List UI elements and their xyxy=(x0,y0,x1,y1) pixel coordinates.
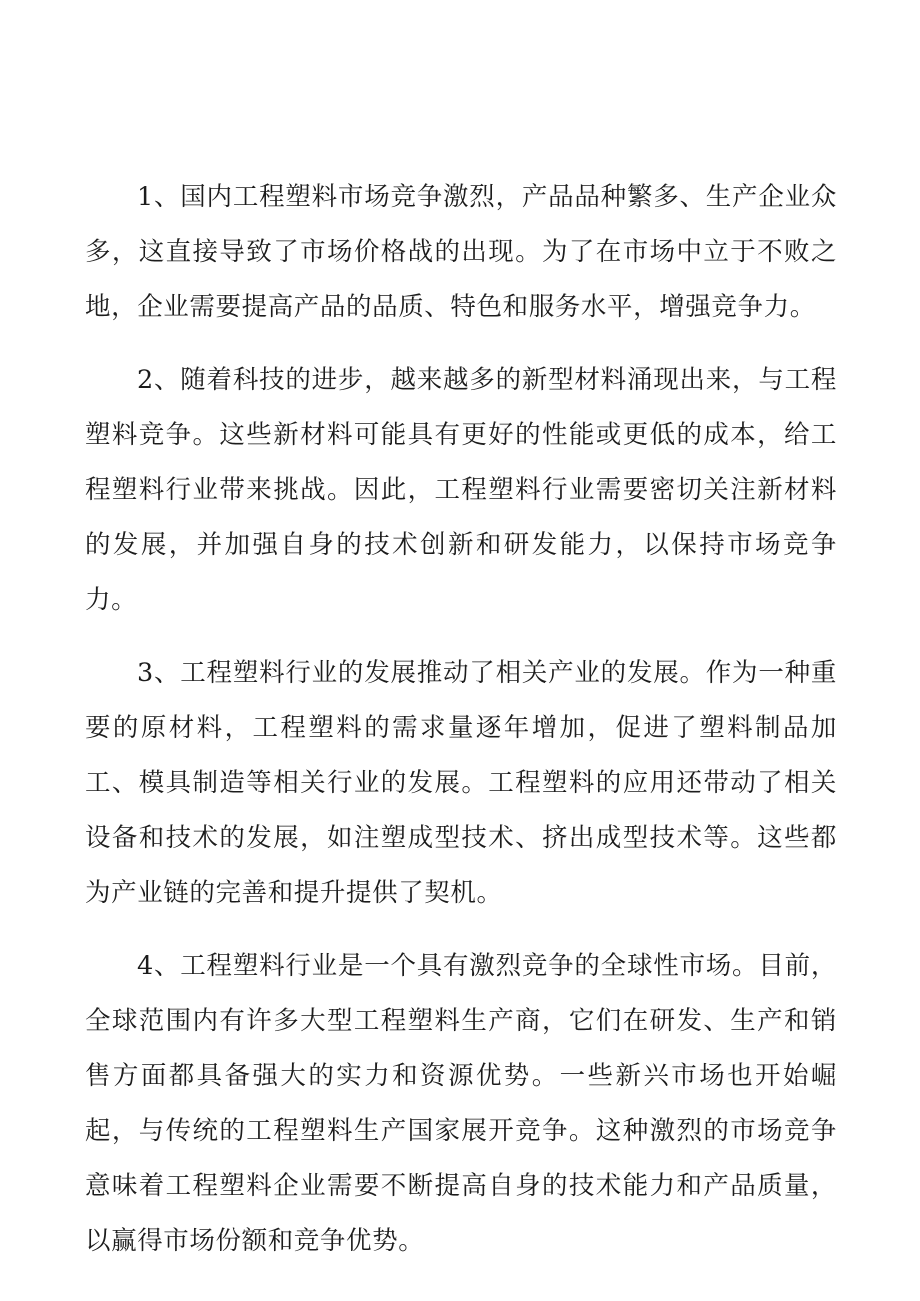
paragraph-1: 1、国内工程塑料市场竞争激烈，产品品种繁多、生产企业众多，这直接导致了市场价格战的出现。为了在市场中立于不败之地，企业需要提高产品的品质、特色和服务水平，增强竞争力。 xyxy=(85,182,837,322)
paragraph-3: 3、工程塑料行业的发展推动了相关产业的发展。作为一种重要的原材料，工程塑料的需求量逐年增加，促进了塑料制品加工、模具制造等相关行业的发展。工程塑料的应用还带动了相关设备和技术的发展，如注塑成型技术、挤出成型技术等。这些都为产业链的完善和提升提供了契机。 xyxy=(85,658,837,908)
paragraph-4: 4、工程塑料行业是一个具有激烈竞争的全球性市场。目前，全球范围内有许多大型工程塑料生产商，它们在研发、生产和销售方面都具备强大的实力和资源优势。一些新兴市场也开始崛起，与传统的工程塑料生产国家展开竞争。这种激烈的市场竞争意味着工程塑料企业需要不断提高自身的技术能力和产品质量，以赢得市场份额和竞争优势。 xyxy=(85,951,837,1256)
paragraph-2: 2、随着科技的进步，越来越多的新型材料涌现出来，与工程塑料竞争。这些新材料可能具有更好的性能或更低的成本，给工程塑料行业带来挑战。因此，工程塑料行业需要密切关注新材料的发展，并加强自身的技术创新和研发能力，以保持市场竞争力。 xyxy=(85,365,837,615)
document-body xyxy=(85,170,837,1269)
